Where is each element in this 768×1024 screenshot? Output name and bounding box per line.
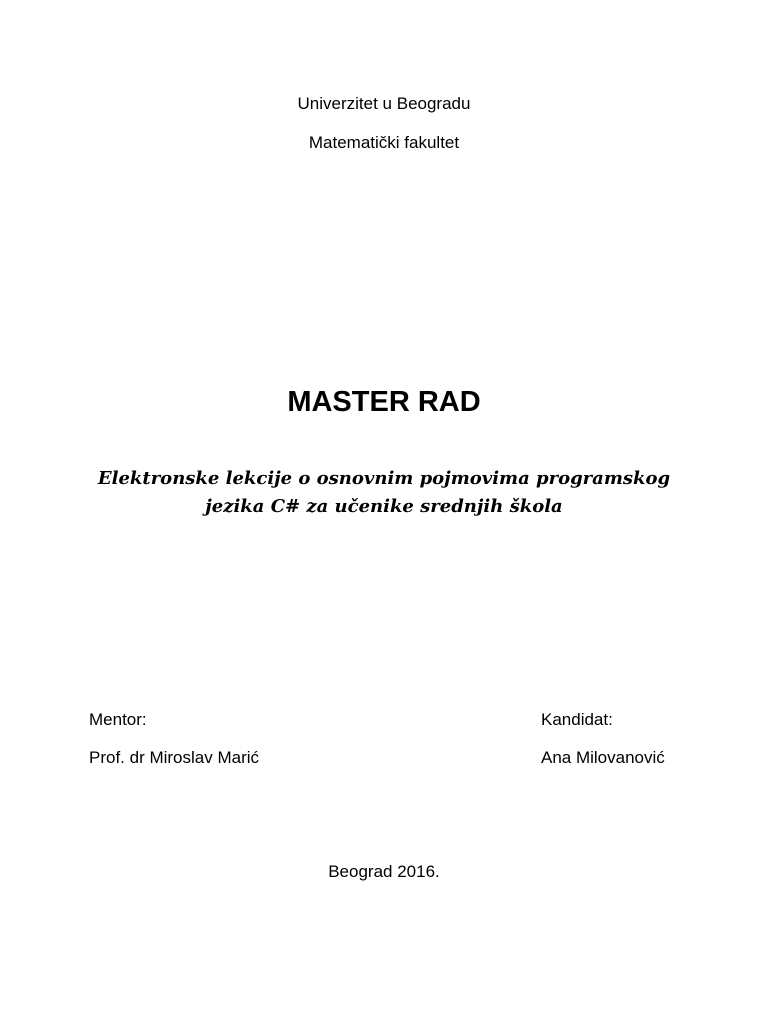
candidate-name: Ana Milovanović bbox=[541, 748, 665, 767]
university-name: Univerzitet u Beogradu bbox=[297, 94, 471, 113]
document-type-heading: MASTER RAD bbox=[287, 386, 481, 418]
place-and-year: Beograd 2016. bbox=[328, 862, 440, 881]
candidate-label: Kandidat: bbox=[541, 710, 613, 729]
mentor-name: Prof. dr Miroslav Marić bbox=[89, 748, 260, 767]
faculty-name: Matematički fakultet bbox=[308, 133, 460, 152]
mentor-label: Mentor: bbox=[89, 710, 147, 729]
thesis-title: Elektronske lekcije o osnovnim pojmovima programskog jezika C# za učenike srednjih škola bbox=[97, 468, 671, 517]
